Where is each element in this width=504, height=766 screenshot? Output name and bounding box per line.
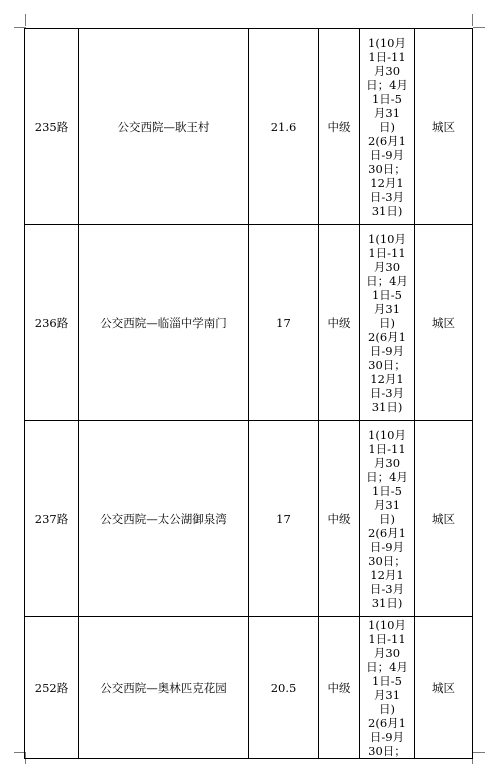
table-row [25, 225, 473, 421]
table-row [25, 421, 473, 617]
service-grade-cell: 中级 [319, 617, 360, 759]
bus-route-table [24, 28, 473, 759]
route-distance-cell: 21.6 [249, 29, 319, 225]
route-distance-cell: 20.5 [249, 617, 319, 759]
route-distance-cell: 17 [249, 421, 319, 617]
route-endpoints-cell: 公交西院—耿王村 [79, 29, 249, 225]
schedule-cell: 1(10月 1日-11 月30 日；4月 1日-5 月31 日) 2(6月1 日-9月 30日； 12月1 日-3月 31日) [360, 225, 415, 421]
table-row [25, 29, 473, 225]
service-grade-cell: 中级 [319, 225, 360, 421]
route-number-cell: 236路 [25, 225, 79, 421]
service-area-cell: 城区 [415, 617, 473, 759]
crop-mark-bottom-right-h [473, 752, 485, 753]
service-area-cell: 城区 [415, 225, 473, 421]
crop-mark-top-left-v [25, 14, 26, 26]
schedule-cell: 1(10月 1日-11 月30 日；4月 1日-5 月31 日) 2(6月1 日-9月 30日； 12月1 日-3月 31日) [360, 29, 415, 225]
route-number-cell: 237路 [25, 421, 79, 617]
route-endpoints-cell: 公交西院—太公湖御泉湾 [79, 421, 249, 617]
service-grade-cell: 中级 [319, 29, 360, 225]
route-endpoints-cell: 公交西院—奥林匹克花园 [79, 617, 249, 759]
schedule-cell: 1(10月 1日-11 月30 日；4月 1日-5 月31 日) 2(6月1 日-9月 30日； [360, 617, 415, 759]
route-distance-cell: 17 [249, 225, 319, 421]
service-grade-cell: 中级 [319, 421, 360, 617]
route-endpoints-cell: 公交西院—临淄中学南门 [79, 225, 249, 421]
crop-mark-top-right-v [472, 14, 473, 26]
route-number-cell: 235路 [25, 29, 79, 225]
crop-mark-top-right-h [473, 27, 485, 28]
service-area-cell: 城区 [415, 421, 473, 617]
service-area-cell: 城区 [415, 29, 473, 225]
route-number-cell: 252路 [25, 617, 79, 759]
schedule-cell: 1(10月 1日-11 月30 日；4月 1日-5 月31 日) 2(6月1 日-9月 30日； 12月1 日-3月 31日) [360, 421, 415, 617]
table-row [25, 617, 473, 759]
